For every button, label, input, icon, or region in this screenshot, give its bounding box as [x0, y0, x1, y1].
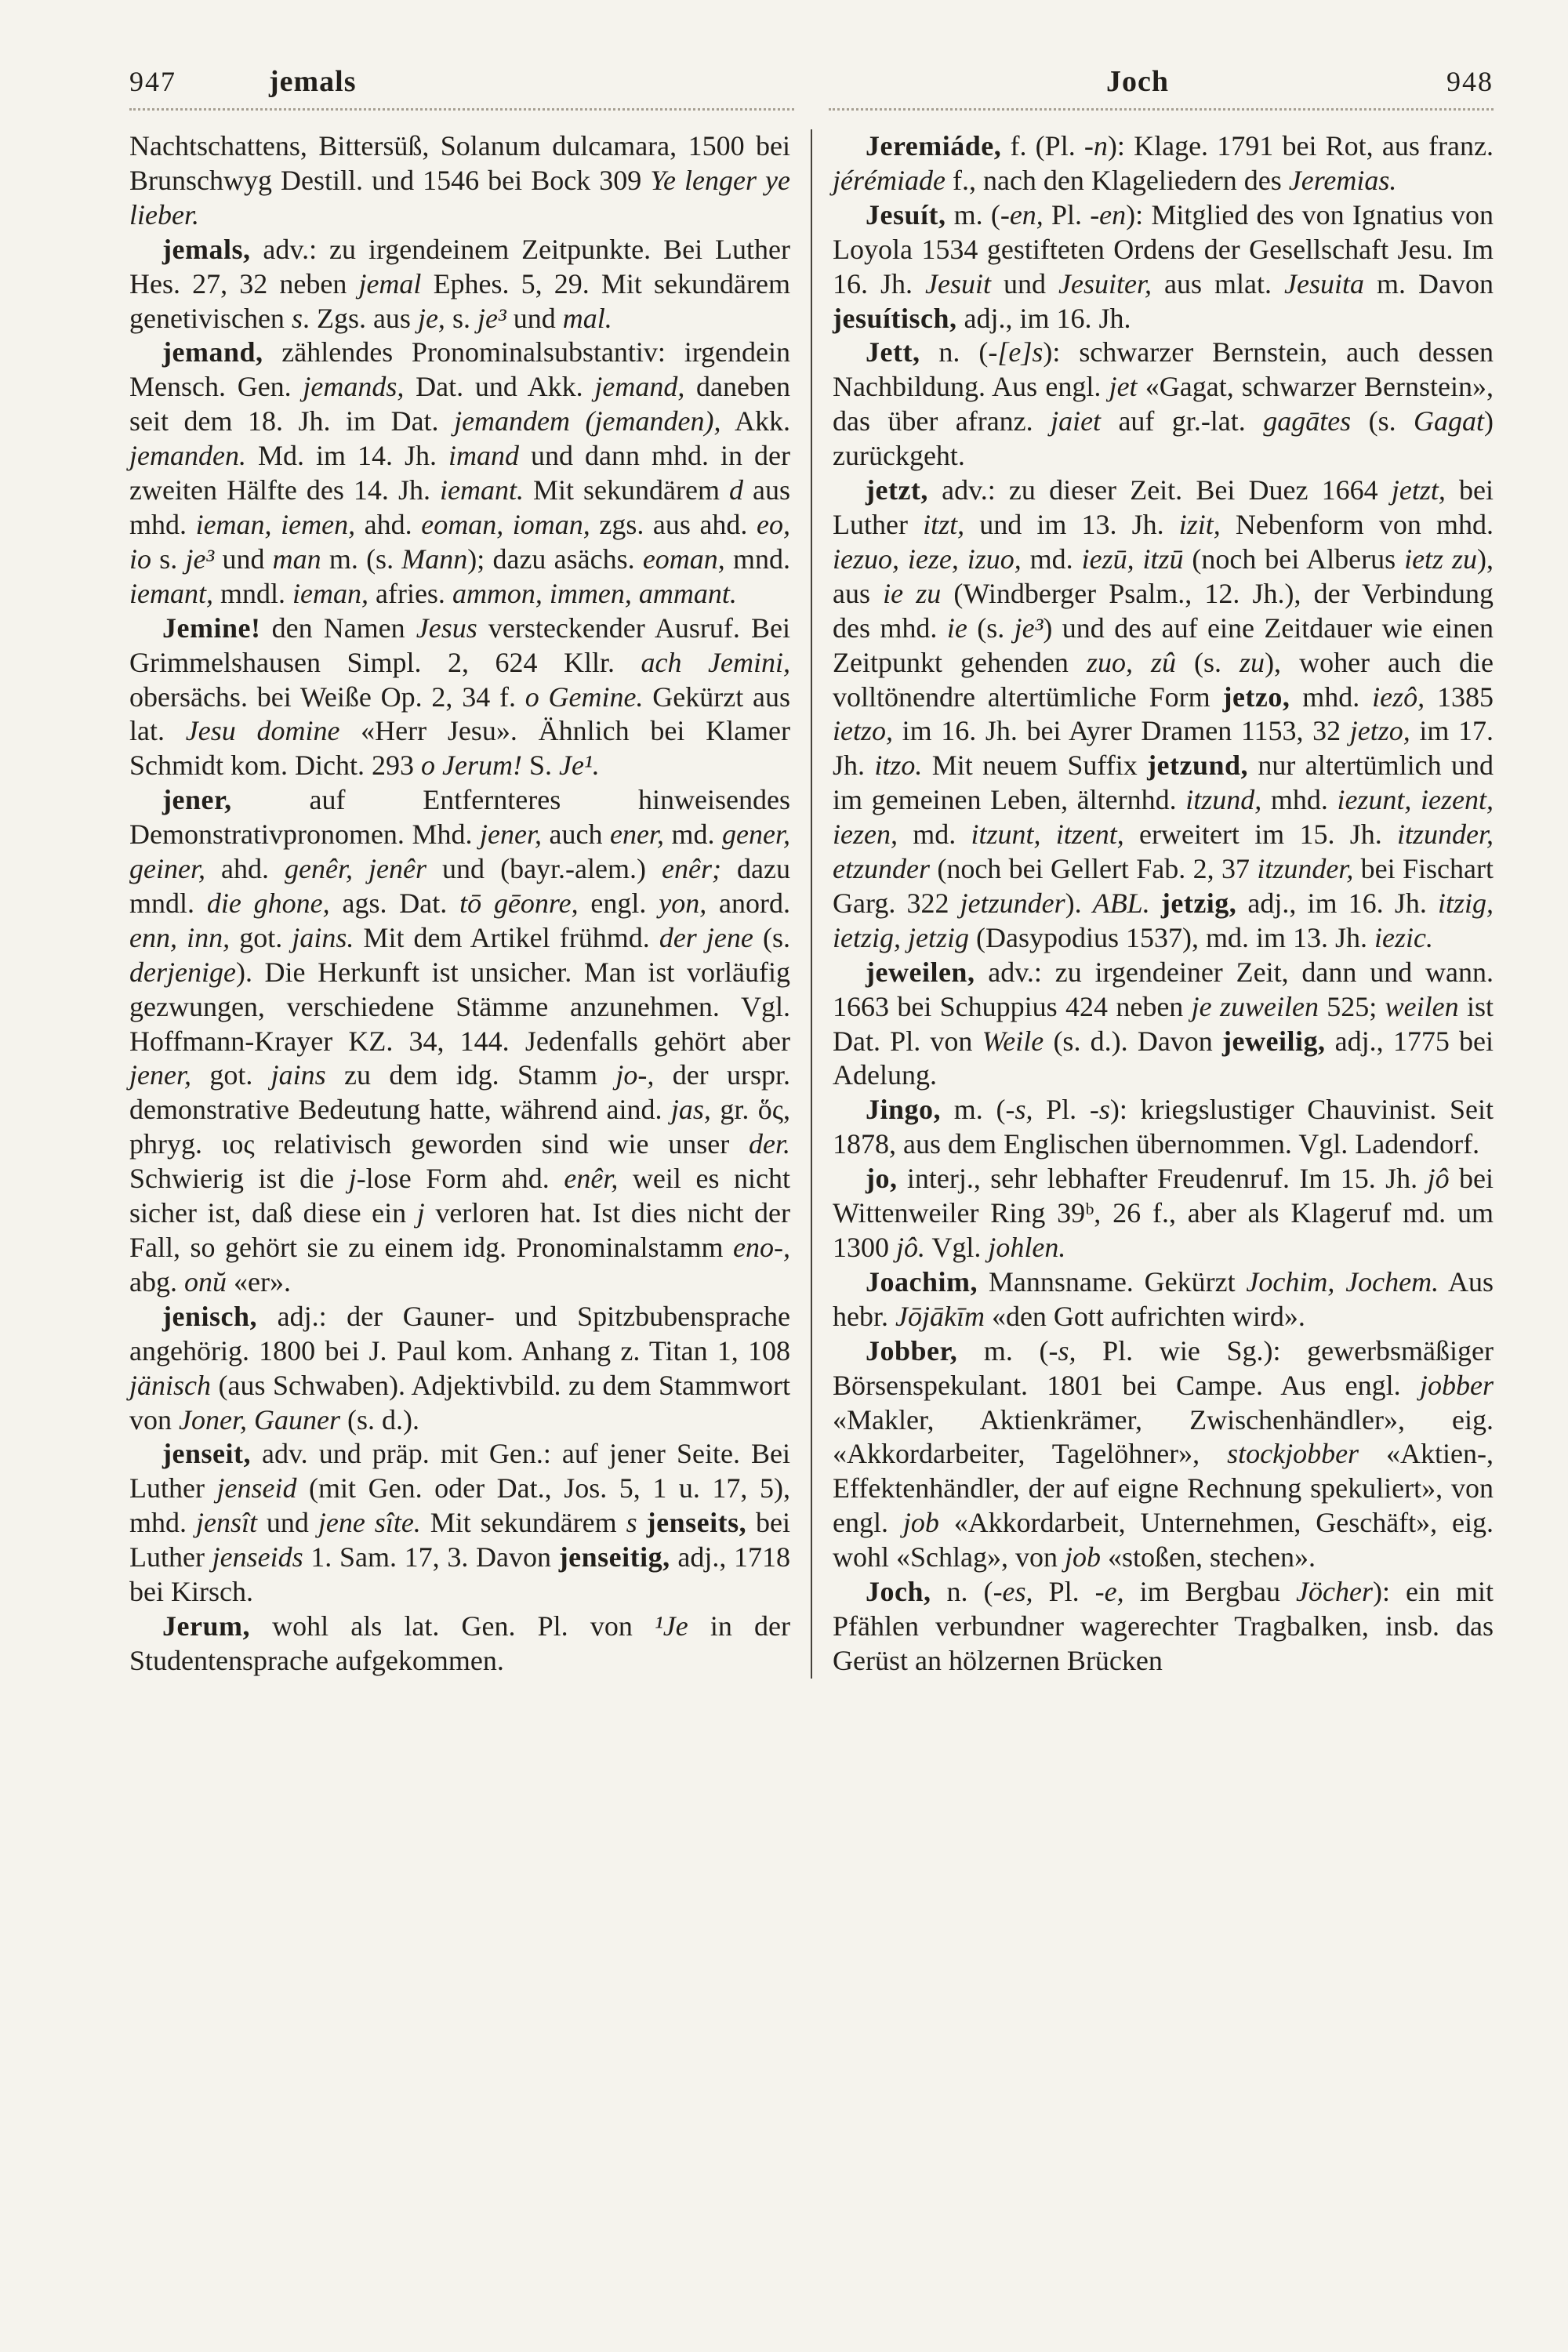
running-header-right-section [829, 64, 1494, 111]
text-segment: n. ( [931, 1576, 993, 1608]
text-segment: jemand, [594, 371, 685, 403]
entry-headword: jeweilen, [866, 956, 975, 988]
text-segment: itzo. [874, 750, 923, 782]
text-segment: ): Klage. 1791 bei Rot, aus franz. [1107, 130, 1494, 162]
text-segment: m. ( [941, 1094, 1006, 1126]
text-segment: aus mhd. [129, 474, 790, 540]
text-segment: jenseid [216, 1472, 297, 1504]
text-segment: weil es nicht sicher ist, daß diese ein [129, 1163, 790, 1229]
text-segment: ieman, iemen, [195, 508, 356, 540]
text-segment: der. [749, 1128, 790, 1160]
text-segment: der jene [659, 921, 753, 953]
text-segment: (noch bei Alberus [1183, 543, 1405, 575]
text-segment: adv.: zu irgendeinem Zeitpunkte. Bei Luther Hes. 27, 32 neben [129, 233, 790, 299]
text-segment: Md. im 14. Jh. [245, 440, 449, 472]
text-segment: «Makler, Aktienkrämer, Zwischenhändler», eig. «Akkordarbeiter, Tagelöhner», [833, 1403, 1494, 1470]
text-segment: eoman, ioman, [421, 508, 590, 540]
text-segment: Pl. wie Sg.): gewerbsmäßiger Börsenspekulant. 1801 bei Campe. Aus engl. [833, 1334, 1494, 1401]
entry-headword: jenseits, [646, 1507, 747, 1539]
text-segment: Mit sekundärem [420, 1507, 626, 1539]
text-segment: ), woher auch die volltönendre altertümliche Form [833, 646, 1494, 713]
text-segment: zählendes Pronominalsubstantiv: irgendein Mensch. Gen. [129, 336, 790, 403]
text-segment: johlen. [988, 1232, 1066, 1263]
text-segment: jener, [479, 818, 542, 851]
text-segment: (Dasypodius 1537), md. im 13. Jh. [969, 921, 1374, 953]
text-segment: die ghone, [206, 887, 330, 919]
text-segment: im Bergbau [1123, 1576, 1297, 1608]
text-segment: «Aktien-, Effektenhändler, der auf eigne Rechnung spekuliert», von engl. [833, 1438, 1494, 1539]
text-segment: je, [417, 302, 445, 334]
text-segment: iezū, itzū [1081, 543, 1184, 575]
text-segment: s. [151, 543, 186, 575]
text-segment: gener, geiner, [129, 818, 790, 885]
text-segment: aus mlat. [1152, 267, 1285, 299]
running-header-left-section [129, 64, 794, 111]
text-segment: jener, [129, 1059, 191, 1091]
text-segment: jetzt, [1391, 474, 1446, 506]
entry-headword: jeweilig, [1222, 1025, 1326, 1057]
text-segment: und dann mhd. in der zweiten Hälfte des 14. Jh. [129, 440, 790, 506]
text-segment: 1. Sam. 17, 3. Davon [303, 1541, 559, 1573]
text-segment: zuo, zû [1086, 646, 1176, 678]
text-segment [637, 1507, 647, 1538]
entry-headword: jetzo, [1222, 681, 1290, 713]
text-segment: im 17. Jh. [833, 715, 1494, 782]
text-segment: gr. ὅς, phryg. ιος relativisch geworden sind wie unser [129, 1094, 790, 1160]
text-segment: (noch bei Gellert Fab. 2, 37 [929, 853, 1258, 885]
text-segment: (Windberger Psalm., 12. Jh.), der Verbindung des mhd. [833, 577, 1494, 644]
text-segment: «den Gott aufrichten wird». [984, 1300, 1305, 1332]
text-segment: ieman, [292, 577, 368, 609]
text-segment: m. Davon [1364, 267, 1494, 299]
text-segment: Pl. [1043, 198, 1091, 230]
text-segment: j [348, 1163, 357, 1195]
text-segment: iezunt, iezent, iezen, [833, 784, 1494, 851]
entry-headword: jetzig, [1160, 887, 1237, 919]
text-segment: je zuweilen [1191, 990, 1319, 1022]
text-segment: Jochim, Jochem. [1246, 1265, 1439, 1298]
text-segment: jemandem (jemanden), [454, 405, 721, 437]
text-segment: Jöcher [1296, 1576, 1373, 1608]
text-segment: got. [191, 1059, 271, 1091]
text-segment: bei Wittenweiler Ring 39ᵇ, 26 f., aber als Klageruf md. um 1300 [833, 1163, 1494, 1263]
text-segment: interj., sehr lebhafter Freudenruf. Im 15. Jh. [897, 1163, 1428, 1195]
text-segment: man [272, 543, 321, 575]
text-segment: jet [1109, 371, 1138, 403]
text-segment: auf Entfernteres hinweisendes Demonstrativpronomen. Mhd. [129, 784, 790, 851]
text-segment: Akk. [720, 405, 790, 437]
text-segment: mhd. [1261, 784, 1338, 816]
entry-headword: Joch, [866, 1576, 931, 1608]
entry-headword: jenseit, [162, 1438, 251, 1470]
page-number-right: 948 [1446, 66, 1494, 97]
text-segment: yon, [659, 887, 707, 919]
dictionary-entry [129, 233, 790, 336]
text-segment: adj., 1718 bei Kirsch. [129, 1541, 790, 1608]
text-segment: und im 13. Jh. [964, 508, 1179, 540]
text-segment: bei Luther [833, 474, 1494, 540]
text-segment: n. ( [920, 336, 989, 368]
text-segment: adj., im 16. Jh. [1236, 887, 1438, 919]
text-segment: bei Luther [129, 1507, 791, 1573]
text-segment: Vgl. [925, 1232, 989, 1263]
text-segment: onŭ [183, 1265, 227, 1298]
text-segment: itzunt, itzent, [971, 818, 1124, 851]
entry-headword: Joachim, [866, 1265, 978, 1298]
text-segment: Aus hebr. [833, 1265, 1494, 1332]
text-segment: -en, [1000, 198, 1044, 230]
text-segment: ), aus [833, 543, 1494, 609]
text-segment: gagātes [1263, 405, 1352, 437]
entry-headword: jemand, [162, 336, 263, 368]
running-head-right: Joch [1106, 65, 1169, 98]
dictionary-entry [833, 1093, 1494, 1162]
text-segment: iezic. [1374, 921, 1433, 953]
text-segment: jemanden. [129, 440, 246, 472]
text-segment: f. (Pl. [1001, 130, 1084, 162]
entry-headword: jenseitig, [558, 1541, 670, 1573]
text-segment: ). Die Herkunft ist unsicher. Man ist vorläufig gezwungen, verschiedene Stämme anzunehmen. Vgl. Hoffmann-Krayer KZ. 34, 144. Jedenfalls gehört aber [129, 956, 790, 1057]
dictionary-entry [833, 1162, 1494, 1265]
text-segment: und [506, 302, 563, 334]
text-segment: Ye lenger ye lieber. [129, 164, 790, 230]
text-segment: Pl. [1033, 1094, 1090, 1126]
text-segment: eno-, [733, 1232, 790, 1263]
text-segment: «Akkordarbeit, Unternehmen, Geschäft», eig. wohl «Schlag», von [833, 1507, 1494, 1573]
text-segment: Pl. [1033, 1576, 1095, 1608]
text-segment: m. (s. [321, 543, 402, 575]
text-segment: -s, [1005, 1094, 1033, 1126]
text-segment: (s. d.). Davon [1044, 1025, 1222, 1057]
text-segment: Jesuita [1284, 267, 1364, 299]
entry-headword: jesuítisch, [833, 302, 957, 334]
dictionary-entry [129, 1300, 790, 1438]
text-segment: jemal [358, 267, 422, 299]
page-number-left: 947 [129, 66, 176, 97]
text-segment: -lose Form ahd. [356, 1163, 564, 1195]
text-segment: adj., 1775 bei Adelung. [833, 1025, 1494, 1091]
text-segment: Gagat [1413, 405, 1484, 437]
dictionary-entry [833, 129, 1494, 198]
text-segment: Jesuit [925, 267, 992, 299]
text-segment: ): Mitglied des von Ignatius von Loyola 1534 gestifteten Ordens der Gesellschaft Jesu. Im 16. Jh. [833, 198, 1494, 299]
entry-headword: Jemine! [162, 612, 261, 644]
dictionary-entry [129, 129, 790, 233]
text-segment: genêr, jenêr [285, 853, 427, 885]
dictionary-entry [833, 474, 1494, 956]
text-segment: ): schwarzer Bernstein, auch dessen Nachbildung. Aus engl. [833, 336, 1494, 403]
text-segment: adv. und präp. mit Gen.: auf jener Seite. Bei Luther [129, 1438, 790, 1504]
text-segment: Jesuiter, [1058, 267, 1152, 299]
text-segment: Nebenform von mhd. [1220, 508, 1494, 540]
text-segment: d [728, 474, 743, 506]
text-segment: mhd. [1290, 681, 1373, 713]
text-segment: ener, [609, 818, 664, 851]
text-segment: (s. [1176, 646, 1240, 678]
text-segment: zgs. aus ahd. [590, 508, 757, 540]
text-segment: «er». [226, 1265, 291, 1298]
dictionary-entry [129, 612, 790, 784]
text-segment: Jesus [416, 612, 477, 644]
text-segment: weilen [1385, 990, 1459, 1022]
entry-headword: Jobber, [866, 1334, 958, 1367]
text-segment: Schwierig ist die [129, 1163, 349, 1195]
text-segment: S. [521, 750, 559, 782]
text-segment: jô [1427, 1163, 1450, 1195]
text-segment: ie zu [883, 577, 942, 609]
text-segment: ): kriegslustiger Chauvinist. Seit 1878, aus dem Englischen übernommen. Vgl. Ladendorf. [833, 1094, 1494, 1160]
text-segment: ietzo, [833, 715, 893, 747]
text-segment: ie [946, 612, 967, 644]
text-segment: Joner, Gauner [179, 1403, 340, 1436]
text-segment: ¹Je [654, 1610, 688, 1642]
text-segment: Mit dem Artikel frühmd. [354, 921, 659, 953]
text-segment: versteckender Ausruf. Bei Grimmelshausen Simpl. 2, 624 Kllr. [129, 612, 791, 678]
text-segment: ) und des auf eine Zeitdauer wie einen Zeitpunkt gehenden [833, 612, 1494, 678]
text-segment: mnd. [724, 543, 791, 575]
text-segment: jaiet [1051, 405, 1102, 437]
text-segment: daneben seit dem 18. Jh. im Dat. [129, 371, 790, 437]
text-segment: Mann [401, 543, 468, 575]
text-segment: o Gemine. [524, 681, 644, 713]
text-segment: j [416, 1197, 425, 1229]
text-segment: auf gr.-lat. [1101, 405, 1264, 437]
text-segment: jains. [292, 921, 354, 953]
text-segment: je³ [185, 543, 215, 575]
text-segment: imand [448, 440, 520, 472]
text-segment: -n [1083, 130, 1108, 162]
running-head-left: jemals [269, 65, 357, 98]
text-segment [1150, 887, 1161, 919]
text-segment: ammon, immen, ammant. [452, 577, 737, 609]
text-segment: izit, [1178, 508, 1221, 540]
text-segment: Mit sekundärem [523, 474, 729, 506]
text-segment: iezuo, ieze, izuo, [833, 543, 1022, 575]
dictionary-entry [129, 336, 790, 611]
text-segment: enêr, [564, 1163, 619, 1195]
text-segment: -s, [1048, 1334, 1076, 1367]
text-segment: mal. [562, 302, 612, 334]
text-segment: tō gēonre, [459, 887, 579, 919]
entry-headword: jener, [162, 784, 232, 816]
text-segment: ahd. [355, 508, 422, 540]
entry-headword: Jett, [866, 336, 920, 368]
text-segment: itzunder, [1257, 853, 1354, 885]
text-segment: itzt, [923, 508, 965, 540]
text-segment: je³ [477, 302, 506, 334]
text-segment: und [991, 267, 1059, 299]
text-segment: Weile [982, 1025, 1044, 1057]
text-segment: obersächs. bei Weiße Op. 2, 34 f. [129, 681, 525, 713]
text-segment: eo, io [129, 508, 790, 575]
text-segment: jänisch [129, 1369, 211, 1401]
text-segment: je³ [1014, 612, 1044, 644]
text-segment: derjenige [129, 956, 236, 988]
text-segment: itzig, ietzig, jetzig [833, 887, 1494, 953]
dictionary-entry [833, 1334, 1494, 1575]
text-segment: (s. [1351, 405, 1414, 437]
text-segment: (s. [753, 921, 790, 953]
text-segment: ist Dat. Pl. von [833, 990, 1494, 1057]
running-header [129, 64, 1494, 111]
text-segment: dazu mndl. [129, 853, 790, 919]
text-segment: Jesu domine [185, 715, 340, 747]
text-segment: ) zurückgeht. [833, 405, 1494, 472]
text-segment: ABL. [1092, 887, 1150, 919]
text-segment: stockjobber [1227, 1438, 1359, 1470]
text-segment: (mit Gen. oder Dat., Jos. 5, 1 u. 17, 5), mhd. [129, 1472, 790, 1539]
text-segment: auch [541, 818, 610, 851]
entry-headword: Jerum, [162, 1610, 250, 1642]
text-segment: iemant, [129, 577, 213, 609]
text-segment: md. [663, 818, 722, 851]
text-segment: abg. [129, 1265, 184, 1298]
dictionary-entry [129, 1437, 790, 1610]
text-segment: adj.: der Gauner- und Spitzbubensprache angehörig. 1800 bei J. Paul kom. Anhang z. Titan 1, 108 [129, 1300, 790, 1367]
dictionary-entry [833, 956, 1494, 1094]
text-segment: job [1064, 1541, 1101, 1573]
entry-headword: jenisch, [162, 1300, 257, 1332]
text-segment: -e, [1094, 1576, 1124, 1608]
text-segment: (aus Schwaben). Adjektivbild. zu dem Stammwort von [129, 1369, 790, 1436]
text-segment: 525; [1318, 990, 1385, 1022]
text-segment: wohl als lat. Gen. Pl. von [249, 1610, 655, 1642]
text-segment: o Jerum! [421, 750, 522, 782]
text-segment: -[e]s [988, 336, 1044, 368]
dictionary-entry [833, 1265, 1494, 1334]
text-segment: engl. [578, 887, 659, 919]
right-column [812, 129, 1494, 1679]
text-segment: und [214, 543, 273, 575]
text-segment: (s. d.). [339, 1403, 419, 1436]
text-segment: job [902, 1507, 939, 1539]
entry-headword: Jesuít, [866, 198, 946, 230]
text-segment: s [626, 1507, 637, 1539]
text-segment: iemant. [439, 474, 524, 506]
text-segment: ); dazu asächs. [467, 543, 643, 575]
text-segment: «stoßen, stechen». [1101, 1541, 1316, 1573]
dictionary-entry [129, 1610, 790, 1679]
text-segment: enêr; [662, 853, 721, 885]
text-segment: Jōjākīm [895, 1300, 985, 1332]
text-segment: «Herr Jesu». Ähnlich bei Klamer Schmidt kom. Dicht. 293 [129, 715, 791, 782]
dictionary-entry [833, 198, 1494, 336]
entry-headword: Jingo, [866, 1094, 942, 1126]
text-segment: mndl. [212, 577, 292, 609]
text-segment: -s [1089, 1094, 1110, 1126]
text-segment: nur altertümlich und im gemeinen Leben, älternhd. [833, 750, 1494, 816]
entry-headword: jetzt, [866, 474, 928, 506]
text-segment: jas, [670, 1094, 711, 1126]
text-segment: ). [1065, 887, 1093, 919]
text-segment: Mannsname. Gekürzt [978, 1265, 1247, 1298]
text-segment: md. [1021, 543, 1082, 575]
dictionary-entry [833, 1575, 1494, 1679]
text-segment: m. ( [946, 198, 1000, 230]
text-segment: der urspr. demonstrative Bedeutung hatte, während aind. [129, 1059, 791, 1126]
text-segment: im 16. Jh. bei Ayrer Dramen 1153, 32 [893, 715, 1350, 747]
text-segment: -es, [993, 1576, 1033, 1608]
text-segment: Dat. und Akk. [404, 371, 595, 403]
text-segment: jetzo, [1349, 715, 1410, 747]
text-segment: jetzunder [960, 887, 1065, 919]
text-segment: ach Jemini, [641, 646, 790, 678]
entry-headword: jo, [866, 1163, 898, 1195]
text-segment: m. ( [957, 1334, 1049, 1367]
text-segment: Je¹. [558, 750, 600, 782]
text-segment: zu dem idg. Stamm [325, 1059, 616, 1091]
text-segment: adv.: zu irgendeiner Zeit, dann und wann. 1663 bei Schuppius 424 neben [833, 956, 1494, 1022]
text-segment: erweitert im 15. Jh. [1123, 818, 1397, 851]
text-segment: jains [270, 1059, 326, 1091]
text-segment: 1385 [1425, 681, 1494, 713]
text-segment: jô. [896, 1232, 926, 1263]
text-segment: jenseids [212, 1541, 303, 1573]
text-segment: ags. Dat. [329, 887, 460, 919]
text-segment: s. [445, 302, 477, 334]
text-segment: afries. [368, 577, 452, 609]
text-segment: und [256, 1507, 318, 1539]
text-segment: verloren hat. Ist dies nicht der Fall, so gehört sie zu einem idg. Pronominalstamm [129, 1197, 790, 1263]
text-segment: adv.: zu dieser Zeit. Bei Duez 1664 [927, 474, 1392, 506]
text-segment: Mit neuem Suffix [922, 750, 1148, 782]
text-segment: anord. [706, 887, 790, 919]
text-segment: bei Fischart Garg. 322 [833, 853, 1494, 919]
text-segment: und (bayr.-alem.) [426, 853, 662, 885]
text-segment: in der Studentensprache aufgekommen. [129, 1610, 790, 1676]
text-segment: got. [230, 921, 292, 953]
text-segment: ahd. [205, 853, 285, 885]
text-segment: jene sîte. [318, 1507, 421, 1539]
text-segment: Nachtschattens, Bittersüß, Solanum dulcamara, 1500 bei Brunschwyg Destill. und 1546 bei Bock 309 [129, 130, 790, 196]
text-segment: s [291, 302, 303, 334]
text-segment: ): ein mit Pfählen verbundner wagerechter Tragbalken, insb. das Gerüst an hölzernen Brücken [833, 1576, 1494, 1676]
text-segment: itzund, [1185, 784, 1262, 816]
text-segment: (s. [967, 612, 1014, 644]
text-segment: den Namen [260, 612, 416, 644]
text-segment: jemands, [303, 371, 405, 403]
text-columns [129, 129, 1494, 1679]
text-segment: enn, inn, [129, 921, 230, 953]
text-segment: f., nach den Klageliedern des [945, 164, 1289, 196]
left-column [129, 129, 811, 1679]
text-segment: ietz zu [1404, 543, 1477, 575]
text-segment: md. [897, 818, 971, 851]
text-segment: Ephes. 5, 29. Mit sekundärem genetivischen [129, 267, 790, 334]
text-segment: zu [1240, 646, 1265, 678]
text-segment: iezô, [1372, 681, 1425, 713]
text-segment: Jeremias. [1288, 164, 1397, 196]
entry-headword: jemals, [162, 233, 251, 265]
text-segment: «Gagat, schwarzer Bernstein», das über afranz. [833, 371, 1494, 437]
text-segment: itzunder, etzunder [833, 818, 1494, 885]
text-segment: eoman, [642, 543, 725, 575]
dictionary-entry [129, 783, 790, 1300]
text-segment: jo-, [615, 1059, 655, 1091]
entry-headword: Jeremiáde, [866, 130, 1002, 162]
text-segment: adj., im 16. Jh. [956, 302, 1131, 334]
text-segment: jobber [1420, 1369, 1494, 1401]
text-segment: jensît [195, 1507, 257, 1539]
text-segment: jérémiade [833, 164, 946, 196]
text-segment: -en [1090, 198, 1127, 230]
entry-headword: jetzund, [1147, 750, 1249, 782]
text-segment: Gekürzt aus lat. [129, 681, 790, 747]
text-segment: . Zgs. aus [302, 302, 418, 334]
dictionary-entry [833, 336, 1494, 474]
